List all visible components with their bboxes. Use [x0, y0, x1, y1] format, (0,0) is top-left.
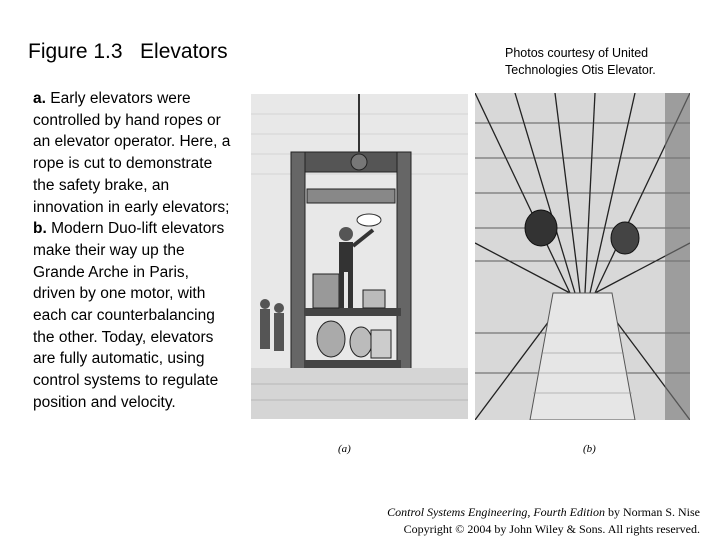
photo-b-label: (b)	[583, 443, 596, 455]
book-title: Control Systems Engineering, Fourth Edition	[387, 505, 605, 519]
caption-a-marker: a.	[33, 90, 46, 107]
figure-caption	[33, 88, 233, 414]
book-footer	[387, 504, 700, 538]
photo-credit: Photos courtesy of United Technologies Otis Elevator.	[505, 46, 656, 77]
copyright-line: Copyright © 2004 by John Wiley & Sons. All rights reserved.	[403, 522, 700, 536]
caption-b-marker: b.	[33, 220, 47, 238]
caption-a-text: Early elevators were controlled by hand ropes or an elevator operator. Here, a rope is cut to demonstrate the safety brake, an innovation in early elevators;	[33, 90, 231, 216]
caption-b-text: Modern Duo-lift elevators make their way up the Grande Arche in Paris, driven by one motor, with each car counterbalancing the other. Today, elevators are fully automatic, using control systems to regulate position and velocity.	[33, 220, 225, 411]
photo-a-label: (a)	[338, 443, 351, 455]
figure-title: Figure 1.3 Elevators	[28, 40, 228, 63]
early-elevator-photo	[251, 94, 468, 419]
duo-lift-elevator-photo	[475, 93, 690, 420]
book-author: by Norman S. Nise	[605, 505, 700, 519]
